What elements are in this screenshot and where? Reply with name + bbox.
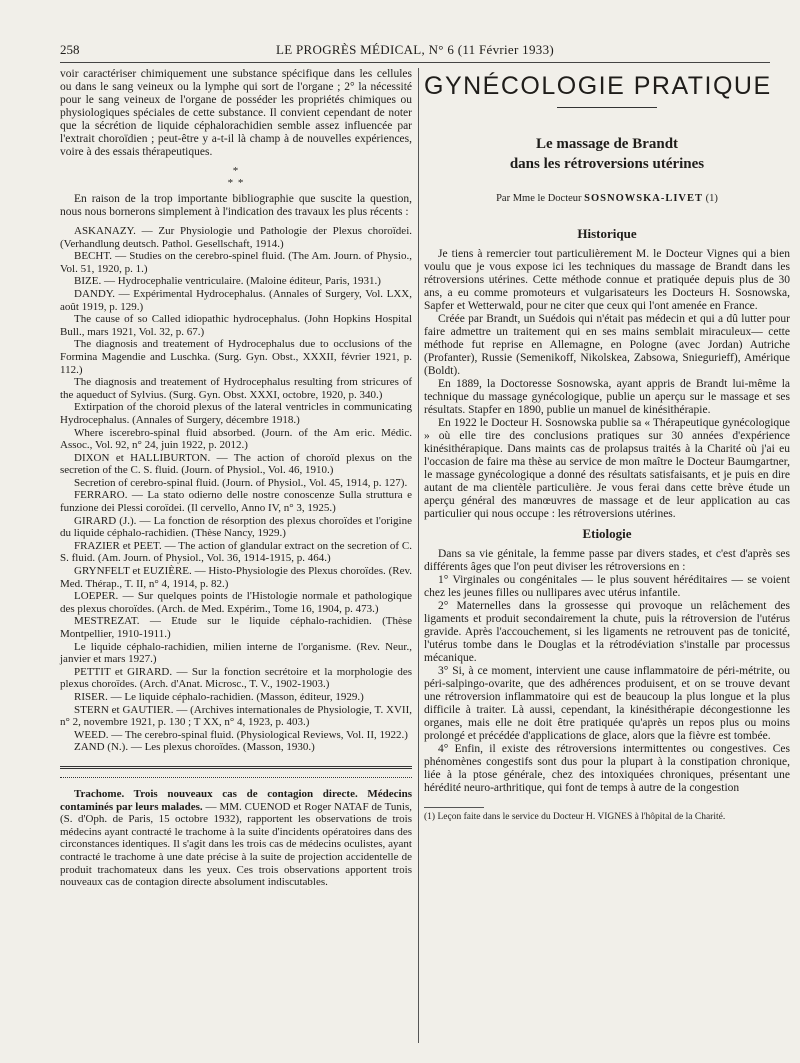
paragraph: Créée par Brandt, un Suédois qui n'était pas médecin et qui a dû lutter pour faire admettre un traitement qui en ses mains semblait miraculeux— cette méthode fut reprise en Allemagne, en Pologne (avec Jordan) Autriche (Profanter), Russie (Semenikoff, Nikolskea, Zabsowa, Sniegurieff), Amérique (Boldt). (424, 313, 790, 377)
decorative-separator (60, 766, 412, 778)
bib-entry: MESTREZAT. — Etude sur le liquide céphalo-rachidien. (Thèse Montpellier, 1910-1911.) (60, 615, 412, 640)
bib-entry: WEED. — The cerebro-spinal fluid. (Physiological Reviews, Vol. II, 1922.) (74, 728, 408, 741)
author-name: SOSNOWSKA-LIVET (584, 193, 704, 204)
bib-entry: ZAND (N.). — Les plexus choroïdes. (Masson, 1930.) (74, 741, 315, 754)
section-heading-etiologie: Etiologie (582, 526, 632, 541)
bibliography-intro: En raison de la trop importante bibliographie que suscite la question, nous nous bornerons simplement à l'indication des travaux les plus récents : (60, 193, 412, 218)
footnote-ref: (1) (705, 193, 718, 204)
bib-entry: DANDY. — Expérimental Hydrocephalus. (Annales of Surgery, Vol. LXX, août 1919, p. 129.) (60, 287, 412, 313)
running-header (60, 42, 770, 60)
journal-title: LE PROGRÈS MÉDICAL, N° 6 (11 Février 1933) (275, 42, 555, 57)
bib-entry: Le liquide céphalo-rachidien, milien interne de l'organisme. (Rev. Neur., janvier et mars 1927.) (60, 640, 412, 666)
article-title (424, 134, 790, 174)
asterism: * * * (227, 165, 245, 189)
bib-entry: GRYNFELT et EUZIÈRE. — Histo-Physiologie des Plexus choroïdes. (Rev. Med. Thérap., T. II, n° 4, 1914, p. 82.) (60, 565, 412, 590)
article-title-line-2: dans les rétroversions utérines (509, 156, 705, 172)
paragraph: En 1922 le Docteur H. Sosnowska publie sa « Thérapeutique gynécologique » où elle tire des conclusions pratiques sur 30 années d'expérience kinésithérapique. Dans maints cas de prolapsus traités à la Charité où j'ai eu l'occasion de faire ma thèse au service de mon maître le Docteur Baumgartner, le massage gynécologique a donné des résultats satisfaisants, et je puis en dire autant de ma clientèle particulière. Je vous ferai dans cette brève étude un aperçu général des manœuvres de massage et de leur application au cas particulier qui nous occupe : les rétroversions utérines. (424, 417, 790, 520)
footnote: (1) Leçon faite dans le service du Docteur H. VIGNES à l'hôpital de la Charité. (424, 812, 726, 822)
bib-entry: The diagnosis and treatement of Hydrocephalus resulting from stricures of the aqueduct of Sylvius. (Surg. Gyn. Obst. XXXI, octobre, 1920, p. 340.) (60, 376, 412, 401)
bib-entry: The diagnosis and treatement of Hydrocephalus due to occlusions of the Formina Magendie and Luschka. (Surg. Gyn. Obst., XXXII, février 1921, p. 112.) (60, 338, 412, 376)
bib-entry: FRAZIER et PEET. — The action of glandular extract on the secretion of C. S. fluid. (Am. Journ. of Physiol., Vol. 36, 1914-1915, p. 464.) (60, 539, 412, 565)
bib-entry: LOEPER. — Sur quelques points de l'Histologie normale et pathologique des plexus choroïdes. (Arch. de Med. Expérim., Tome 16, 1904, p. 473.) (60, 590, 412, 615)
trachome-lead: Trachome. Trois nouveaux cas de contagion directe. Médecins contaminés par leurs malades. (60, 787, 412, 813)
section-heading-historique: Historique (577, 226, 637, 241)
header-rule (60, 62, 770, 63)
bib-entry: DIXON et HALLIBURTON. — The action of choroïd plexus on the secretion of the C. S. fluid. (Journ. of Physiol., Vol. 46, 1910.) (60, 451, 412, 477)
right-column (424, 72, 790, 823)
paragraph: 1° Virginales ou congénitales — le plus souvent héréditaires — se voient chez les jeunes filles ou nullipares avec utérus infantile. (424, 574, 790, 599)
bib-entry: The cause of so Called idiopathic hydrocephalus. (John Hopkins Hospital Bull., mars 1921, Vol. 32, p. 67.) (60, 313, 412, 338)
bib-entry: ASKANAZY. — Zur Physiologie und Pathologie der Plexus choroïdei. (Verhandlung deutsch. Pathol. Gesellschaft, 1914.) (60, 225, 412, 250)
byline (424, 192, 790, 205)
paragraph: En 1889, la Doctoresse Sosnowska, ayant appris de Brandt lui-même la technique du massage gynécologique, publie un aperçu sur le massage et ses résultats. Stapfer en 1890, publie un manuel de kinésithérapie. (424, 378, 790, 416)
paragraph: 4° Enfin, il existe des rétroversions intermittentes ou congestives. Ces phénomènes congestifs sont dus pour la plupart à la constipation chronique, liée à la ptose générale, chez des intoxiquées chroniques, présentant une hérédité neuro-arthritique, qui font de temps à autre de la congestion (424, 743, 790, 794)
paragraph: 3° Si, à ce moment, intervient une cause inflammatoire de péri-métrite, ou péri-salpingo-ovarite, que des adhérences produisent, et on se trouve devant une rétroversion inflammatoire qui est de beaucoup la plus longue et la plus difficile à traiter. Là aussi, cependant, la kinésithérapie décongestionne les organes, mais elle ne doit être pratiquée qu'après un repos plus ou moins prolongé et précédée d'applications de glace, alors que la fièvre est tombée. (424, 665, 790, 742)
bib-entry: STERN et GAUTIER. — (Archives internationales de Physiologie, T. XVII, n° 2, novembre 1921, p. 130 ; T XX, n° 4, 1923, p. 403.) (60, 703, 412, 729)
article-title-line-1: Le massage de Brandt (535, 136, 679, 152)
bib-entry: BIZE. — Hydrocephalie ventriculaire. (Maloine éditeur, Paris, 1931.) (74, 275, 381, 288)
bib-entry: Where iscerebro-spinal fluid absorbed. (Journ. of the Am eric. Médic. Assoc., Vol. 92, n° 24, juin 1922, p. 2012.) (60, 426, 412, 452)
bib-entry: Extirpation of the choroid plexus of the lateral ventricles in communicating Hydrocephalus. (Annales of Surgery, décembre 1918.) (60, 401, 412, 426)
footnote-rule (424, 807, 484, 808)
bib-entry: FERRARO. — La stato odierno delle nostre conoscenze Sulla struttura e funzione dei Plessi coroïdei. (Il cervello, Anno IV, n° 3, 1925.) (60, 489, 412, 515)
bib-entry: PETTIT et GIRARD. — Sur la fonction secrétoire et la morphologie des plexus choroïdes. (Arch. d'Anat. Microsc., T. V., 1902-1903.) (60, 665, 412, 691)
trachome-body: — MM. CUENOD et Roger NATAF de Tunis, (S. d'Oph. de Paris, 15 octobre 1932), rapportent les observations de trois médecins ayant contracté le trachome à la suite d'incidents opératoires dans des circonstances identiques. Il s'agit dans les trois cas de médecins oculistes, ayant contracté le trachome à une date précise à la suite de projection accidentelle de produit trachomateux dans les yeux. Ces trois observations apportent trois nouveaux cas de contagion directe absolument indiscutables. (60, 800, 412, 889)
intro-paragraph: voir caractériser chimiquement une substance spécifique dans les cellules ou dans le sang veineux ou la lymphe qui sort de l'organe ; 2° la nécessité pour le sang veineux de l'organe de posséder les propriétés chimiques ou physiologiques spéciales de cette substance. Il convient cependant de noter que la sécrétion de liquide céphalorachidien semble assez influencée par l'extrait choroïdien ; peut-être y a-t-il là champ à de nouvelles expériences, voire à des essais thérapeutiques. (60, 68, 412, 158)
paragraph: 2° Maternelles dans la grossesse qui provoque un relâchement des ligaments et produit secondairement la chute, puis la rétroversion de l'utérus gravide. Après l'accouchement, si les ligaments ne retrouvent pas de tonicité, l'utérus tombe dans le Douglas et la rétrodéviation s'installe par processus mécanique. (424, 600, 790, 664)
page-number: 258 (60, 42, 80, 57)
left-column (60, 68, 412, 889)
trachome-note (60, 788, 412, 889)
bib-entry: BECHT. — Studies on the cerebro-spinel fluid. (The Am. Journ. of Physio., Vol. 51, 1920, p. 1.) (60, 250, 412, 275)
title-rule (557, 107, 657, 108)
paragraph: Je tiens à remercier tout particulièrement M. le Docteur Vignes qui a bien voulu que je vous expose ici les techniques du massage de Brandt dans les rétroversions utérines. Cette méthode connue et pratiquée depuis plus de 30 ans, a eu comme promoteurs et vulgarisateurs les Docteurs H. Sosnowska, Sapfer et Wetterwald, pour ne citer que ceux qui l'ont amenée en France. (424, 248, 790, 312)
bib-entry: GIRARD (J.). — La fonction de résorption des plexus choroïdes et l'origine du liquide céphalo-rachidien. (Thèse Nancy, 1929.) (60, 514, 412, 540)
bib-entry: RISER. — Le liquide céphalo-rachidien. (Masson, éditeur, 1929.) (74, 690, 364, 703)
column-divider (418, 68, 419, 1043)
paragraph: Dans sa vie génitale, la femme passe par divers stades, et c'est d'après ses différents âges que l'on peut diviser les rétroversions en : (424, 548, 790, 573)
byline-prefix: Par Mme le Docteur (496, 193, 582, 204)
bibliography-list (60, 225, 412, 754)
section-rubric: GYNÉCOLOGIE PRATIQUE (424, 72, 772, 100)
bib-entry: Secretion of cerebro-spinal fluid. (Journ. of Physiol., Vol. 45, 1914, p. 127). (74, 476, 408, 489)
